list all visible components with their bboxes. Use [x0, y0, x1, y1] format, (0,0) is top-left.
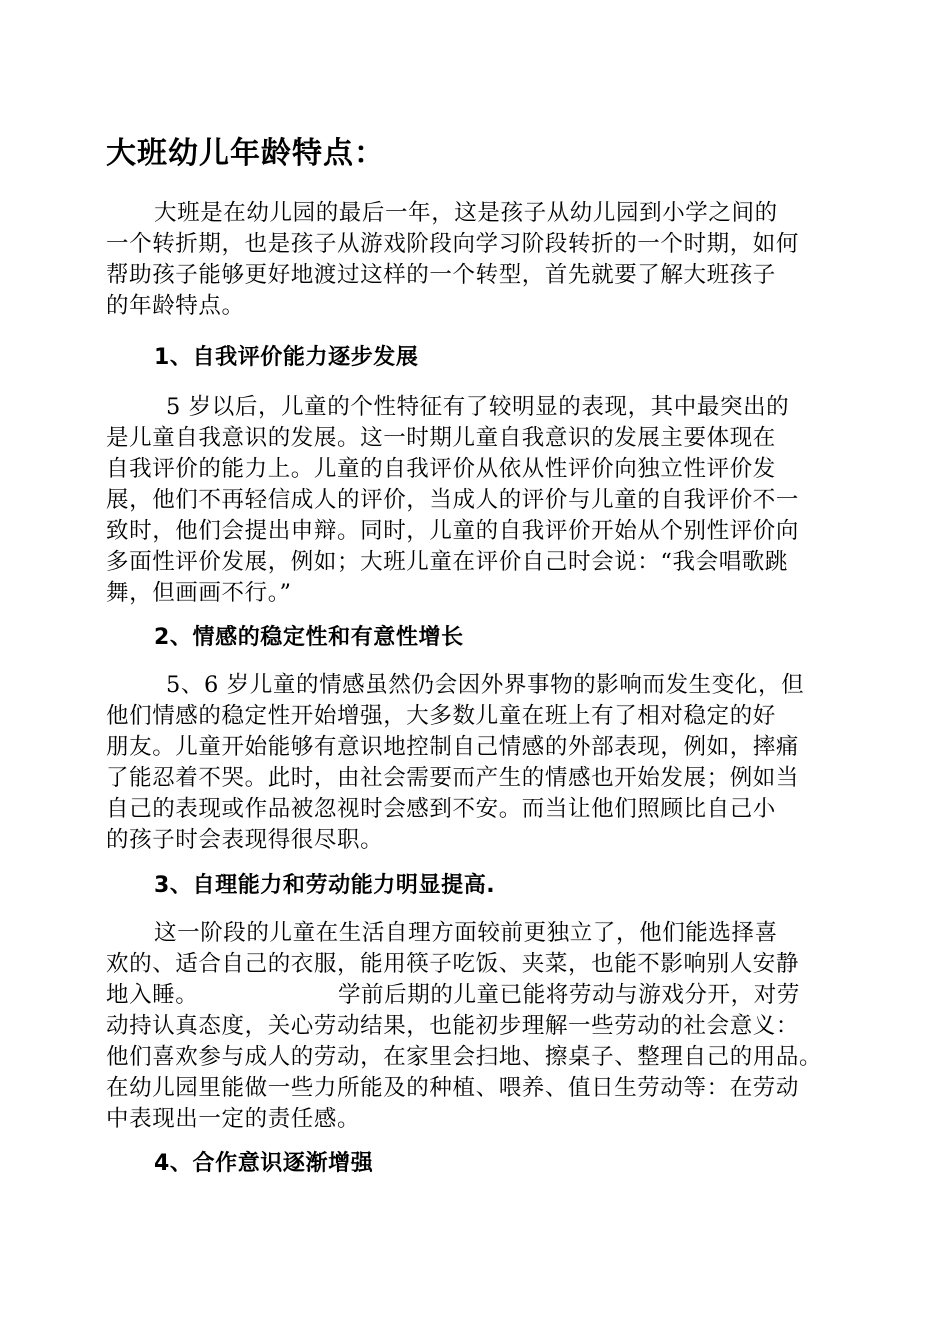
section-heading-3: 3、自理能力和劳动能力明显提高. — [154, 873, 496, 898]
paragraph-line: 他们情感的稳定性开始增强，大多数儿童在班上有了相对稳定的好 — [106, 703, 776, 729]
section-heading-1: 1、自我评价能力逐步发展 — [154, 345, 419, 370]
paragraph-line: 大班是在幼儿园的最后一年，这是孩子从幼儿园到小学之间的 — [154, 200, 778, 226]
paragraph-line: 了能忍着不哭。此时，由社会需要而产生的情感也开始发展；例如当 — [106, 765, 800, 791]
paragraph-line: 朋友。儿童开始能够有意识地控制自己情感的外部表现，例如，摔痛 — [106, 734, 800, 760]
paragraph-line: 地入睡。 学前后期的儿童已能将劳动与游戏分开，对劳 — [106, 982, 800, 1008]
paragraph-line: 在幼儿园里能做一些力所能及的种植、喂养、值日生劳动等：在劳动 — [106, 1075, 800, 1101]
paragraph-line: 欢的、适合自己的衣服，能用筷子吃饭、夹菜，也能不影响别人安静 — [106, 951, 800, 977]
section-heading-4: 4、合作意识逐渐增强 — [154, 1151, 374, 1176]
paragraph-line: 自我评价的能力上。儿童的自我评价从依从性评价向独立性评价发 — [106, 456, 776, 482]
paragraph-line: 是儿童自我意识的发展。这一时期儿童自我意识的发展主要体现在 — [106, 425, 776, 451]
paragraph-line: 舞，但画画不行。” — [106, 580, 292, 606]
paragraph-line: 5、6 岁儿童的情感虽然仍会因外界事物的影响而发生变化，但 — [166, 672, 805, 698]
paragraph-line: 5 岁以后，儿童的个性特征有了较明显的表现，其中最突出的 — [166, 394, 790, 420]
paragraph-line: 的年龄特点。 — [106, 293, 245, 319]
paragraph-line: 一个转折期，也是孩子从游戏阶段向学习阶段转折的一个时期，如何 — [106, 231, 800, 257]
paragraph-line: 动持认真态度，关心劳动结果，也能初步理解一些劳动的社会意义： — [106, 1013, 800, 1039]
paragraph-line: 自己的表现或作品被忽视时会感到不安。而当让他们照顾比自己小 — [106, 796, 776, 822]
paragraph-line: 帮助孩子能够更好地渡过这样的一个转型，首先就要了解大班孩子 — [106, 262, 776, 288]
section-3-paragraph — [106, 918, 848, 1135]
paragraph-line: 展，他们不再轻信成人的评价，当成人的评价与儿童的自我评价不一 — [106, 487, 800, 513]
paragraph-line: 的孩子时会表现得很尽职。 — [106, 827, 384, 853]
paragraph-line: 他们喜欢参与成人的劳动，在家里会扫地、擦桌子、整理自己的用品。 — [106, 1044, 823, 1070]
intro-paragraph — [106, 198, 848, 322]
page-title: 大班幼儿年龄特点： — [106, 136, 385, 171]
paragraph-line: 这一阶段的儿童在生活自理方面较前更独立了，他们能选择喜 — [154, 920, 778, 946]
section-1-paragraph — [106, 392, 848, 609]
paragraph-line: 多面性评价发展，例如；大班儿童在评价自己时会说：“我会唱歌跳 — [106, 549, 789, 575]
paragraph-line: 致时，他们会提出申辩。同时，儿童的自我评价开始从个别性评价向 — [106, 518, 800, 544]
section-heading-2: 2、情感的稳定性和有意性增长 — [154, 625, 464, 650]
section-2-paragraph — [106, 670, 848, 856]
paragraph-line: 中表现出一定的责任感。 — [106, 1106, 361, 1132]
